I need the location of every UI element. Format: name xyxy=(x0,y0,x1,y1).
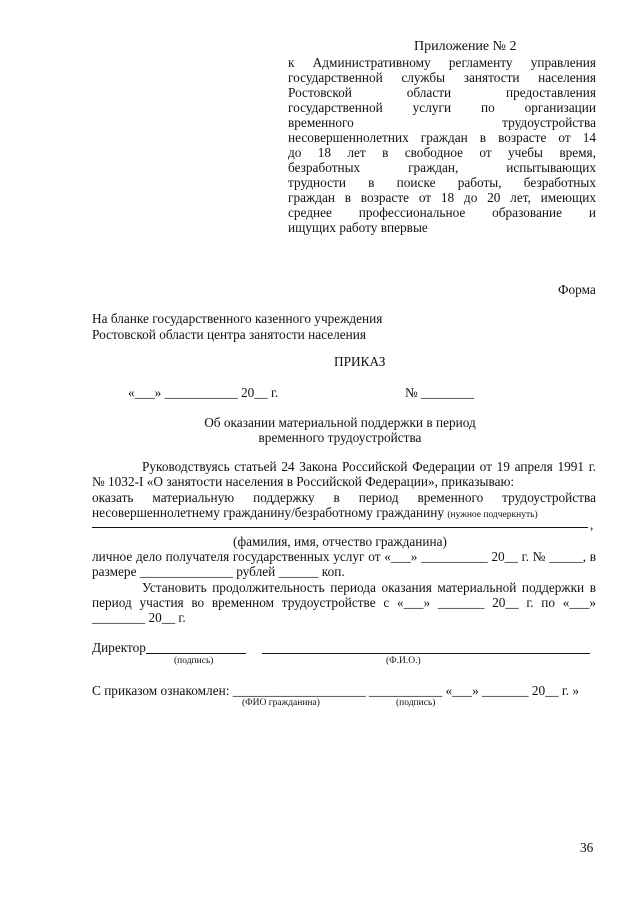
fio-caption: (фамилия, имя, отчество гражданина) xyxy=(233,534,447,549)
director-signature-line xyxy=(146,653,246,654)
order-date: «___» ___________ 20__ г. xyxy=(128,385,279,400)
appendix-line: безработных граждан, испытывающих xyxy=(288,160,596,175)
appendix-line: временного трудоустройства xyxy=(288,115,596,130)
appendix-line: до 18 лет в свободное от учебы время, xyxy=(288,145,596,160)
appendix-title: Приложение № 2 xyxy=(414,39,517,54)
case-line: личное дело получателя государственных услуг от «___» __________ 20__ г. № _____, в xyxy=(92,549,596,564)
appendix-line: среднее профессиональное образование и xyxy=(288,205,596,220)
order-subject-line-1: Об оказании материальной поддержки в период xyxy=(204,415,476,430)
order-title: ПРИКАЗ xyxy=(334,354,386,369)
appendix-line: государственной услуги по организации xyxy=(288,100,596,115)
form-label: Форма xyxy=(558,282,596,297)
body-p2-line-2: период участия во временном трудоустройстве с «___» _______ 20__ г. по «___» xyxy=(92,595,596,610)
fio-blank-line xyxy=(92,527,588,528)
director-sign-caption: (подпись) xyxy=(174,656,214,666)
page-number: 36 xyxy=(580,840,594,855)
order-subject-line-2: временного трудоустройства xyxy=(258,430,422,445)
letterhead-line-2: Ростовской области центра занятости населения xyxy=(92,327,366,342)
appendix-line: граждан в возрасте от 18 до 20 лет, имеющих xyxy=(288,190,596,205)
director-name-line xyxy=(262,653,590,654)
body-p2-line-3: ________ 20__ г. xyxy=(92,610,186,625)
appendix-line: ищущих работу впервые xyxy=(288,220,428,235)
director-fio-caption: (Ф.И.О.) xyxy=(386,656,421,666)
director-label: Директор xyxy=(92,640,146,655)
acquainted-sign-caption: (подпись) xyxy=(396,698,436,708)
amount-line: размере ______________ рублей ______ коп. xyxy=(92,564,345,579)
recipient-type-text: несовершеннолетнему гражданину/безработному гражданину xyxy=(92,505,445,520)
acquainted-line: С приказом ознакомлен: ____________________ ___________ «___» _______ 20__ г. » xyxy=(92,683,580,698)
appendix-line: несовершеннолетних граждан в возрасте от 14 xyxy=(288,130,596,145)
appendix-line: трудности в поиске работы, безработных xyxy=(288,175,596,190)
letterhead-line-1: На бланке государственного казенного учреждения xyxy=(92,311,383,326)
appendix-line: государственной службы занятости населения xyxy=(288,70,596,85)
body-p1-line-3: оказать материальную поддержку в период временного трудоустройства xyxy=(92,490,596,505)
order-number: № ________ xyxy=(405,385,475,400)
body-p1-line-2: № 1032-I «О занятости населения в Российской Федерации», приказываю: xyxy=(92,474,515,489)
fio-blank-comma: , xyxy=(590,517,594,532)
body-p1-line-4 xyxy=(92,505,538,521)
appendix-line: к Административному регламенту управления xyxy=(288,55,596,70)
appendix-description xyxy=(288,55,596,235)
acquainted-fio-caption: (ФИО гражданина) xyxy=(242,698,320,708)
body-p1-line-1: Руководствуясь статьей 24 Закона Российской Федерации от 19 апреля 1991 г. xyxy=(142,459,596,474)
appendix-line: Ростовской области предоставления xyxy=(288,85,596,100)
recipient-type-note: (нужное подчеркнуть) xyxy=(447,510,538,520)
body-p2-line-1: Установить продолжительность периода оказания материальной поддержки в xyxy=(142,580,596,595)
